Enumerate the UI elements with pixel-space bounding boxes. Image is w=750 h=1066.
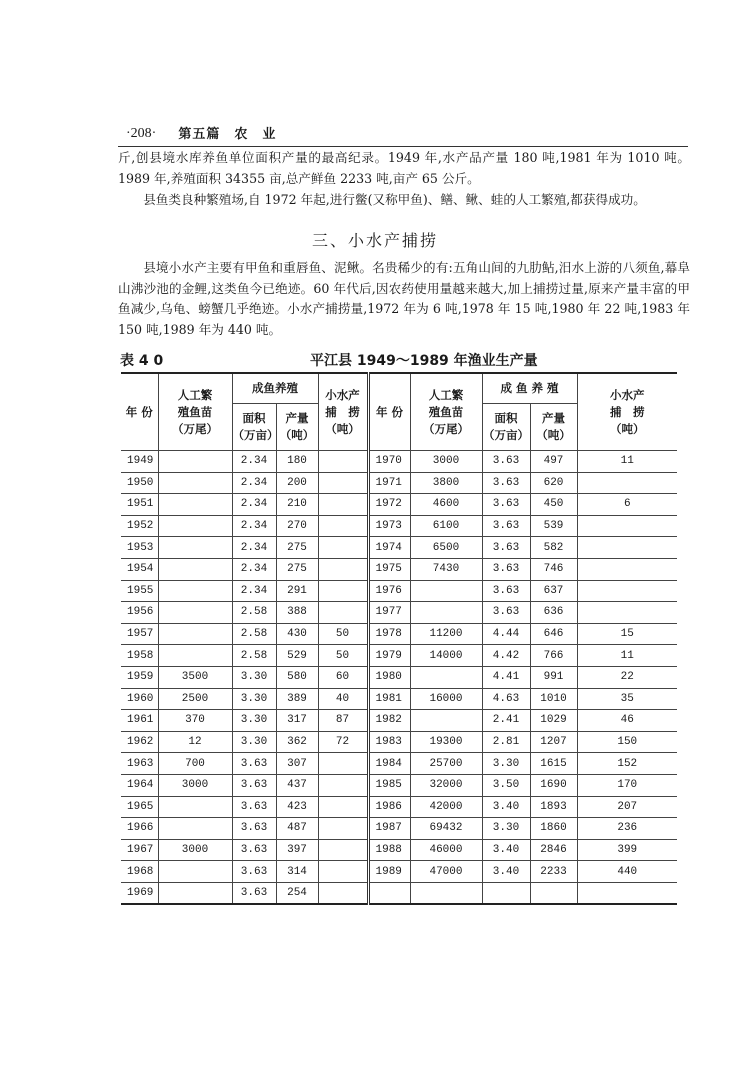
left-year-cell: 1965: [121, 796, 158, 818]
left-fry-cell: 3500: [158, 666, 232, 688]
right-year-cell: 1972: [368, 494, 410, 516]
left-year-cell: 1956: [121, 602, 158, 624]
left-fry-cell: [158, 580, 232, 602]
page-header: [118, 120, 688, 147]
left-output-cell: 397: [276, 839, 318, 861]
header-fry-right: 人工繁 殖鱼苗 （万尾）: [410, 373, 482, 451]
left-catch-cell: [318, 494, 368, 516]
left-output-cell: 362: [276, 731, 318, 753]
right-area-cell: 3.40: [482, 796, 530, 818]
paragraph-continued: 斤,创县境水库养鱼单位面积产量的最高纪录。1949 年,水产品产量 180 吨,1981 年为 1010 吨。1989 年,养殖面积 34355 亩,总产鲜鱼 2233 吨,亩产 65 公斤。: [118, 150, 690, 186]
left-area-cell: 2.34: [232, 451, 276, 473]
right-fry-cell: 6100: [410, 515, 482, 537]
fishery-production-table: [121, 372, 677, 905]
left-area-cell: 3.63: [232, 818, 276, 840]
right-fry-cell: 16000: [410, 688, 482, 710]
section-title: 三、小水产捕捞: [311, 231, 438, 250]
left-output-cell: 200: [276, 472, 318, 494]
left-fry-cell: [158, 451, 232, 473]
right-catch-cell: [577, 537, 677, 559]
left-output-cell: 389: [276, 688, 318, 710]
left-fry-cell: 2500: [158, 688, 232, 710]
right-year-cell: 1981: [368, 688, 410, 710]
right-fry-cell: 19300: [410, 731, 482, 753]
left-fry-cell: [158, 494, 232, 516]
right-output-cell: 1690: [530, 774, 577, 796]
left-catch-cell: 40: [318, 688, 368, 710]
header-area-right: 面积 （万亩）: [482, 404, 530, 451]
table-row: [121, 558, 677, 580]
left-year-cell: 1955: [121, 580, 158, 602]
left-fry-cell: 3000: [158, 774, 232, 796]
right-fry-cell: [410, 580, 482, 602]
right-output-cell: 1010: [530, 688, 577, 710]
right-catch-cell: 152: [577, 753, 677, 775]
header-catch: 小水产 捕 捞 （吨）: [318, 373, 368, 451]
table-row: [121, 688, 677, 710]
right-year-cell: 1986: [368, 796, 410, 818]
table-row: [121, 861, 677, 883]
left-output-cell: 291: [276, 580, 318, 602]
left-output-cell: 210: [276, 494, 318, 516]
right-year-cell: 1970: [368, 451, 410, 473]
left-output-cell: 388: [276, 602, 318, 624]
right-year-cell: 1971: [368, 472, 410, 494]
header-culture-right: 成 鱼 养 殖: [482, 373, 577, 404]
header-fry: 人工繁 殖鱼苗 （万尾）: [158, 373, 232, 451]
left-year-cell: 1962: [121, 731, 158, 753]
left-output-cell: 317: [276, 710, 318, 732]
right-output-cell: 766: [530, 645, 577, 667]
right-output-cell: 1029: [530, 710, 577, 732]
left-catch-cell: 87: [318, 710, 368, 732]
left-fry-cell: [158, 796, 232, 818]
right-output-cell: 582: [530, 537, 577, 559]
table-row: [121, 731, 677, 753]
right-output-cell: 1207: [530, 731, 577, 753]
right-year-cell: 1987: [368, 818, 410, 840]
left-catch-cell: [318, 774, 368, 796]
right-area-cell: 4.41: [482, 666, 530, 688]
right-fry-cell: 42000: [410, 796, 482, 818]
right-area-cell: 2.81: [482, 731, 530, 753]
right-fry-cell: 7430: [410, 558, 482, 580]
right-catch-cell: [577, 580, 677, 602]
right-catch-cell: 207: [577, 796, 677, 818]
left-catch-cell: [318, 882, 368, 904]
left-fry-cell: [158, 558, 232, 580]
table-row: [121, 796, 677, 818]
right-output-cell: 539: [530, 515, 577, 537]
left-year-cell: 1961: [121, 710, 158, 732]
right-fry-cell: 3800: [410, 472, 482, 494]
table-row: [121, 818, 677, 840]
table-row: [121, 774, 677, 796]
left-catch-cell: [318, 580, 368, 602]
table-row: [121, 839, 677, 861]
left-output-cell: 180: [276, 451, 318, 473]
right-year-cell: [368, 882, 410, 904]
right-output-cell: 991: [530, 666, 577, 688]
right-year-cell: 1984: [368, 753, 410, 775]
left-area-cell: 2.58: [232, 602, 276, 624]
right-catch-cell: 35: [577, 688, 677, 710]
right-catch-cell: 399: [577, 839, 677, 861]
header-catch-right: 小水产 捕 捞 （吨）: [577, 373, 677, 451]
table-row: [121, 710, 677, 732]
left-fry-cell: [158, 623, 232, 645]
table-title: 平江县 1949～1989 年渔业生产量: [310, 353, 538, 369]
table-row: [121, 645, 677, 667]
right-area-cell: 4.63: [482, 688, 530, 710]
left-catch-cell: [318, 796, 368, 818]
table-row: [121, 451, 677, 473]
right-area-cell: 4.42: [482, 645, 530, 667]
right-area-cell: 4.44: [482, 623, 530, 645]
table-caption: [120, 350, 690, 370]
left-area-cell: 3.63: [232, 839, 276, 861]
left-output-cell: 430: [276, 623, 318, 645]
right-area-cell: 3.63: [482, 558, 530, 580]
right-area-cell: 3.63: [482, 494, 530, 516]
table-row: [121, 515, 677, 537]
right-year-cell: 1989: [368, 861, 410, 883]
right-year-cell: 1985: [368, 774, 410, 796]
right-area-cell: [482, 882, 530, 904]
left-year-cell: 1949: [121, 451, 158, 473]
left-area-cell: 3.30: [232, 731, 276, 753]
right-year-cell: 1976: [368, 580, 410, 602]
right-area-cell: 3.63: [482, 602, 530, 624]
section-heading: 第五篇 农 业: [178, 127, 277, 142]
left-fry-cell: [158, 861, 232, 883]
right-year-cell: 1978: [368, 623, 410, 645]
right-output-cell: 637: [530, 580, 577, 602]
right-area-cell: 3.63: [482, 580, 530, 602]
left-catch-cell: 72: [318, 731, 368, 753]
left-output-cell: 437: [276, 774, 318, 796]
left-year-cell: 1964: [121, 774, 158, 796]
header-area: 面积 （万亩）: [232, 404, 276, 451]
table-row: [121, 623, 677, 645]
left-fry-cell: 370: [158, 710, 232, 732]
left-catch-cell: 50: [318, 623, 368, 645]
header-culture: 成鱼养殖: [232, 373, 318, 404]
left-year-cell: 1957: [121, 623, 158, 645]
right-fry-cell: 4600: [410, 494, 482, 516]
right-year-cell: 1988: [368, 839, 410, 861]
left-year-cell: 1960: [121, 688, 158, 710]
left-output-cell: 254: [276, 882, 318, 904]
header-year-right: 年 份: [368, 373, 410, 451]
left-fry-cell: 12: [158, 731, 232, 753]
right-catch-cell: [577, 558, 677, 580]
right-catch-cell: 15: [577, 623, 677, 645]
left-year-cell: 1952: [121, 515, 158, 537]
right-output-cell: 497: [530, 451, 577, 473]
right-catch-cell: 440: [577, 861, 677, 883]
left-catch-cell: 60: [318, 666, 368, 688]
right-area-cell: 3.63: [482, 472, 530, 494]
header-output: 产量 （吨）: [276, 404, 318, 451]
left-area-cell: 3.63: [232, 774, 276, 796]
left-year-cell: 1968: [121, 861, 158, 883]
table-row: [121, 494, 677, 516]
right-output-cell: 1860: [530, 818, 577, 840]
left-output-cell: 307: [276, 753, 318, 775]
left-output-cell: 270: [276, 515, 318, 537]
table-row: [121, 882, 677, 904]
right-catch-cell: 236: [577, 818, 677, 840]
right-catch-cell: [577, 515, 677, 537]
right-area-cell: 3.63: [482, 515, 530, 537]
left-catch-cell: 50: [318, 645, 368, 667]
left-output-cell: 275: [276, 558, 318, 580]
left-year-cell: 1966: [121, 818, 158, 840]
right-fry-cell: 3000: [410, 451, 482, 473]
left-area-cell: 3.30: [232, 688, 276, 710]
right-fry-cell: [410, 666, 482, 688]
left-fry-cell: [158, 472, 232, 494]
left-area-cell: 2.58: [232, 623, 276, 645]
right-area-cell: 3.63: [482, 537, 530, 559]
table-number: 表 4 0: [120, 353, 164, 369]
left-catch-cell: [318, 839, 368, 861]
right-fry-cell: 11200: [410, 623, 482, 645]
table-row: [121, 580, 677, 602]
table-row: [121, 753, 677, 775]
right-area-cell: 2.41: [482, 710, 530, 732]
table-row: [121, 472, 677, 494]
left-year-cell: 1953: [121, 537, 158, 559]
right-area-cell: 3.50: [482, 774, 530, 796]
right-year-cell: 1983: [368, 731, 410, 753]
right-output-cell: 2846: [530, 839, 577, 861]
page-number: ·208·: [126, 126, 157, 141]
right-year-cell: 1980: [368, 666, 410, 688]
right-fry-cell: [410, 882, 482, 904]
right-year-cell: 1973: [368, 515, 410, 537]
right-output-cell: 746: [530, 558, 577, 580]
right-catch-cell: 11: [577, 451, 677, 473]
right-fry-cell: 32000: [410, 774, 482, 796]
right-fry-cell: [410, 602, 482, 624]
right-output-cell: 636: [530, 602, 577, 624]
table-row: [121, 537, 677, 559]
left-year-cell: 1969: [121, 882, 158, 904]
left-area-cell: 3.30: [232, 666, 276, 688]
right-year-cell: 1974: [368, 537, 410, 559]
left-output-cell: 487: [276, 818, 318, 840]
left-output-cell: 423: [276, 796, 318, 818]
right-fry-cell: [410, 710, 482, 732]
right-catch-cell: 6: [577, 494, 677, 516]
left-year-cell: 1967: [121, 839, 158, 861]
right-fry-cell: 25700: [410, 753, 482, 775]
left-output-cell: 314: [276, 861, 318, 883]
right-year-cell: 1977: [368, 602, 410, 624]
left-catch-cell: [318, 472, 368, 494]
right-output-cell: 1893: [530, 796, 577, 818]
left-fry-cell: [158, 882, 232, 904]
right-year-cell: 1975: [368, 558, 410, 580]
table-row: [121, 602, 677, 624]
left-catch-cell: [318, 753, 368, 775]
left-area-cell: 2.34: [232, 537, 276, 559]
header-output-right: 产量 （吨）: [530, 404, 577, 451]
right-year-cell: 1982: [368, 710, 410, 732]
right-area-cell: 3.30: [482, 753, 530, 775]
left-area-cell: 3.30: [232, 710, 276, 732]
left-year-cell: 1958: [121, 645, 158, 667]
right-catch-cell: 22: [577, 666, 677, 688]
left-fry-cell: [158, 645, 232, 667]
left-catch-cell: [318, 451, 368, 473]
right-area-cell: 3.40: [482, 839, 530, 861]
left-area-cell: 3.63: [232, 882, 276, 904]
right-catch-cell: 150: [577, 731, 677, 753]
left-catch-cell: [318, 818, 368, 840]
left-fry-cell: [158, 602, 232, 624]
right-output-cell: 620: [530, 472, 577, 494]
left-fry-cell: [158, 537, 232, 559]
left-fry-cell: 3000: [158, 839, 232, 861]
right-output-cell: [530, 882, 577, 904]
left-catch-cell: [318, 515, 368, 537]
left-area-cell: 3.63: [232, 796, 276, 818]
left-fry-cell: [158, 515, 232, 537]
left-fry-cell: 700: [158, 753, 232, 775]
left-area-cell: 2.34: [232, 494, 276, 516]
right-area-cell: 3.63: [482, 451, 530, 473]
right-output-cell: 450: [530, 494, 577, 516]
left-area-cell: 2.58: [232, 645, 276, 667]
right-catch-cell: 170: [577, 774, 677, 796]
left-area-cell: 2.34: [232, 558, 276, 580]
left-area-cell: 2.34: [232, 580, 276, 602]
left-area-cell: 3.63: [232, 753, 276, 775]
right-catch-cell: 11: [577, 645, 677, 667]
right-output-cell: 2233: [530, 861, 577, 883]
left-year-cell: 1959: [121, 666, 158, 688]
right-output-cell: 646: [530, 623, 577, 645]
right-fry-cell: 14000: [410, 645, 482, 667]
right-output-cell: 1615: [530, 753, 577, 775]
left-area-cell: 2.34: [232, 472, 276, 494]
right-area-cell: 3.40: [482, 861, 530, 883]
left-year-cell: 1950: [121, 472, 158, 494]
paragraph-breeding: 县鱼类良种繁殖场,自 1972 年起,进行鳖(又称甲鱼)、鳝、鳅、蛙的人工繁殖,都获得成功。: [143, 192, 646, 207]
left-year-cell: 1954: [121, 558, 158, 580]
right-catch-cell: [577, 882, 677, 904]
left-catch-cell: [318, 861, 368, 883]
left-catch-cell: [318, 602, 368, 624]
right-fry-cell: 69432: [410, 818, 482, 840]
left-catch-cell: [318, 537, 368, 559]
right-fry-cell: 47000: [410, 861, 482, 883]
right-fry-cell: 6500: [410, 537, 482, 559]
left-year-cell: 1963: [121, 753, 158, 775]
left-output-cell: 275: [276, 537, 318, 559]
right-fry-cell: 46000: [410, 839, 482, 861]
right-catch-cell: [577, 602, 677, 624]
left-area-cell: 3.63: [232, 861, 276, 883]
paragraph-small-aquatic: 县境小水产主要有甲鱼和重唇鱼、泥鳅。名贵稀少的有:五角山间的九肋鲇,汨水上游的八须鱼,幕阜山沸沙池的金鲤,这类鱼今已绝迹。60 年代后,因农药使用量越来越大,加上捕捞过量,原来产量丰富的甲鱼减少,乌龟、螃蟹几乎绝迹。小水产捕捞量,1972 年为 6 吨,1978 年 15 吨,1980 年 22 吨,1983 年 150 吨,1989 年为 440 吨。: [118, 260, 690, 337]
right-catch-cell: [577, 472, 677, 494]
left-output-cell: 529: [276, 645, 318, 667]
header-year: 年 份: [121, 373, 158, 451]
left-catch-cell: [318, 558, 368, 580]
right-year-cell: 1979: [368, 645, 410, 667]
table-row: [121, 666, 677, 688]
right-catch-cell: 46: [577, 710, 677, 732]
right-area-cell: 3.30: [482, 818, 530, 840]
left-output-cell: 580: [276, 666, 318, 688]
left-area-cell: 2.34: [232, 515, 276, 537]
left-year-cell: 1951: [121, 494, 158, 516]
left-fry-cell: [158, 818, 232, 840]
